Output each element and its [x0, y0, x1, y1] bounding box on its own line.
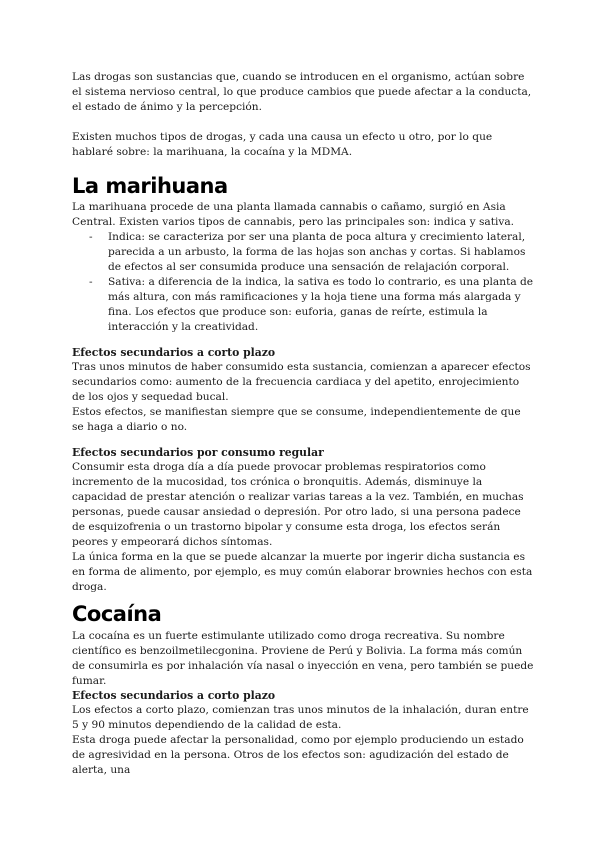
intro-section	[72, 70, 534, 160]
list-item	[72, 230, 534, 275]
list-item-text: Sativa: a diferencia de la indica, la sativa es todo lo contrario, es una planta de más altura, con más ramificaciones y la hoja tiene una forma más alargada y fina. Los efectos que produce son: euforia, ganas de reírte, estimula la interacción y la creatividad.	[108, 276, 534, 333]
cocaina-short-term-section	[72, 688, 534, 778]
marihuana-regular-section	[72, 445, 534, 595]
cocaina-paragraph-1: La cocaína es un fuerte estimulante utilizado como droga recreativa. Su nombre científico es benzoilmetilecgonina. Proviene de Perú y Bolivia. La forma más común de consumirla es por inhalación vía nasal o inyección en vena, pero también se puede fumar.	[72, 630, 534, 687]
list-item	[72, 275, 534, 335]
marihuana-short-term-section	[72, 345, 534, 435]
list-dash: -	[89, 231, 93, 243]
intro-paragraph-1: Las drogas son sustancias que, cuando se introducen en el organismo, actúan sobre el sistema nervioso central, lo que produce cambios que puede afectar a la conducta, el estado de ánimo y la percepción.	[72, 71, 532, 113]
short-term-paragraph-1: Tras unos minutos de haber consumido esta sustancia, comienzan a aparecer efectos secundarios como: aumento de la frecuencia cardiaca y del apetito, enrojecimiento de los ojos y sequedad bucal.	[72, 361, 531, 403]
section-heading: Efectos secundarios a corto plazo	[72, 689, 276, 702]
intro-paragraph-2: Existen muchos tipos de drogas, y cada una causa un efecto u otro, por lo que hablaré sobre: la marihuana, la cocaína y la MDMA.	[72, 131, 493, 158]
list-dash: -	[89, 276, 93, 288]
marihuana-section	[72, 174, 534, 335]
section-heading: Efectos secundarios por consumo regular	[72, 446, 324, 459]
cocaina-section	[72, 602, 534, 689]
section-heading: Efectos secundarios a corto plazo	[72, 346, 276, 359]
short-term-paragraph-2: Estos efectos, se manifiestan siempre que se consume, independientemente de que se haga a diario o no.	[72, 406, 521, 433]
cocaina-title: Cocaína	[72, 602, 162, 626]
cannabis-types-list	[72, 230, 534, 335]
cocaina-short-term-paragraph-1: Los efectos a corto plazo, comienzan tras unos minutos de la inhalación, duran entre 5 y 90 minutos dependiendo de la calidad de esta.	[72, 704, 529, 731]
list-item-text: Indica: se caracteriza por ser una planta de poca altura y crecimiento lateral, parecida a un arbusto, la forma de las hojas son anchas y cortas. Si hablamos de efectos al ser consumida produce una sensación de relajación corporal.	[108, 231, 526, 273]
regular-paragraph-2: La única forma en la que se puede alcanzar la muerte por ingerir dicha sustancia es en forma de alimento, por ejemplo, es muy común elaborar brownies hechos con esta droga.	[72, 551, 533, 593]
regular-paragraph-1: Consumir esta droga día a día puede provocar problemas respiratorios como incremento de la mucosidad, tos crónica o bronquitis. Además, disminuye la capacidad de prestar atención o realizar varias tareas a la vez. También, en muchas personas, puede causar ansiedad o depresión. Por otro lado, si una persona padece de esquizofrenia o un trastorno bipolar y consume esta droga, los efectos serán peores y empeorará dichos síntomas.	[72, 461, 524, 548]
marihuana-title: La marihuana	[72, 174, 228, 198]
marihuana-paragraph-1: La marihuana procede de una planta llamada cannabis o cañamo, surgió en Asia Central. Existen varios tipos de cannabis, pero las principales son: indica y sativa.	[72, 201, 515, 228]
cocaina-short-term-paragraph-2: Esta droga puede afectar la personalidad, como por ejemplo produciendo un estado de agresividad en la persona. Otros de los efectos son: agudización del estado de alerta, una	[72, 734, 524, 776]
